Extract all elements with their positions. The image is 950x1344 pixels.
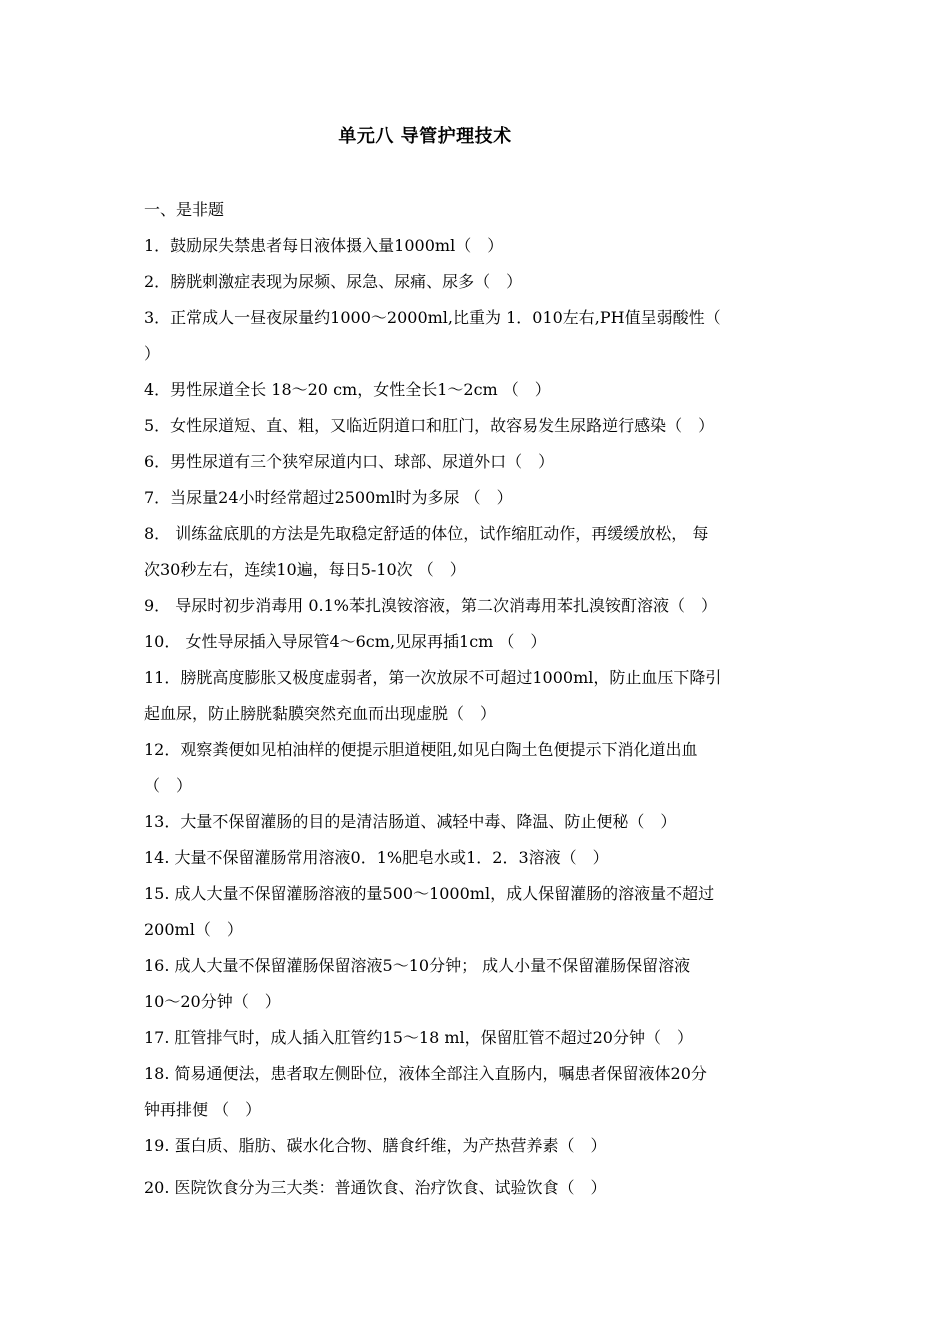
question-line: 1．鼓励尿失禁患者每日液体摄入量1000ml（ ） [144, 236, 504, 255]
question-line: 5．女性尿道短、直、粗，又临近阴道口和肛门，故容易发生尿路逆行感染（ ） [144, 416, 715, 435]
question-line: 18. 简易通便法，患者取左侧卧位，液体全部注入直肠内，嘱患者保留液体20分 [144, 1064, 707, 1083]
question-line: 17. 肛管排气时，成人插入肛管约15～18 ml，保留肛管不超过20分钟（ ） [144, 1028, 693, 1047]
question-list [144, 192, 810, 1206]
question-line: 200ml（ ） [144, 920, 243, 939]
question-line: 20. 医院饮食分为三大类：普通饮食、治疗饮食、试验饮食（ ） [144, 1178, 607, 1197]
question-line: 3．正常成人一昼夜尿量约1000～2000ml,比重为 1．010左右,PH值呈弱酸性（ [144, 308, 721, 327]
question-line: 15. 成人大量不保留灌肠溶液的量500～1000ml，成人保留灌肠的溶液量不超过 [144, 884, 715, 903]
question-line: 14. 大量不保留灌肠常用溶液0．1%肥皂水或1．2．3溶液（ ） [144, 848, 609, 867]
question-line: 起血尿，防止膀胱黏膜突然充血而出现虚脱（ ） [144, 704, 497, 723]
question-line: 4．男性尿道全长 18～20 cm，女性全长1～2cm （ ） [144, 380, 551, 399]
section-heading: 一、是非题 [144, 200, 225, 219]
question-line: 12．观察粪便如见柏油样的便提示胆道梗阻,如见白陶土色便提示下消化道出血 [144, 740, 698, 759]
question-line: 13．大量不保留灌肠的目的是清洁肠道、减轻中毒、降温、防止便秘（ ） [144, 812, 677, 831]
question-line: 16. 成人大量不保留灌肠保留溶液5～10分钟； 成人小量不保留灌肠保留溶液 [144, 956, 691, 975]
question-line: 钟再排便 （ ） [144, 1100, 262, 1119]
question-line: 9． 导尿时初步消毒用 0.1%苯扎溴铵溶液，第二次消毒用苯扎溴铵酊溶液（ ） [144, 596, 718, 615]
page-title: 单元八 导管护理技术 [338, 126, 512, 147]
question-line: 2．膀胱刺激症表现为尿频、尿急、尿痛、尿多（ ） [144, 272, 523, 291]
question-line: 11．膀胱高度膨胀又极度虚弱者，第一次放尿不可超过1000ml，防止血压下降引 [144, 668, 722, 687]
question-line: 10． 女性导尿插入导尿管4～6cm,见尿再插1cm （ ） [144, 632, 547, 651]
question-line: 10～20分钟（ ） [144, 992, 281, 1011]
question-line: 7．当尿量24小时经常超过2500ml时为多尿 （ ） [144, 488, 513, 507]
question-line: 6．男性尿道有三个狭窄尿道内口、球部、尿道外口（ ） [144, 452, 555, 471]
question-line: 次30秒左右，连续10遍，每日5-10次 （ ） [144, 560, 466, 579]
question-line: 19. 蛋白质、脂肪、碳水化合物、膳食纤维，为产热营养素（ ） [144, 1136, 607, 1155]
question-line: ） [144, 344, 161, 363]
question-line: 8． 训练盆底肌的方法是先取稳定舒适的体位，试作缩肛动作，再缓缓放松， 每 [144, 524, 709, 543]
question-line: （ ） [144, 776, 193, 795]
